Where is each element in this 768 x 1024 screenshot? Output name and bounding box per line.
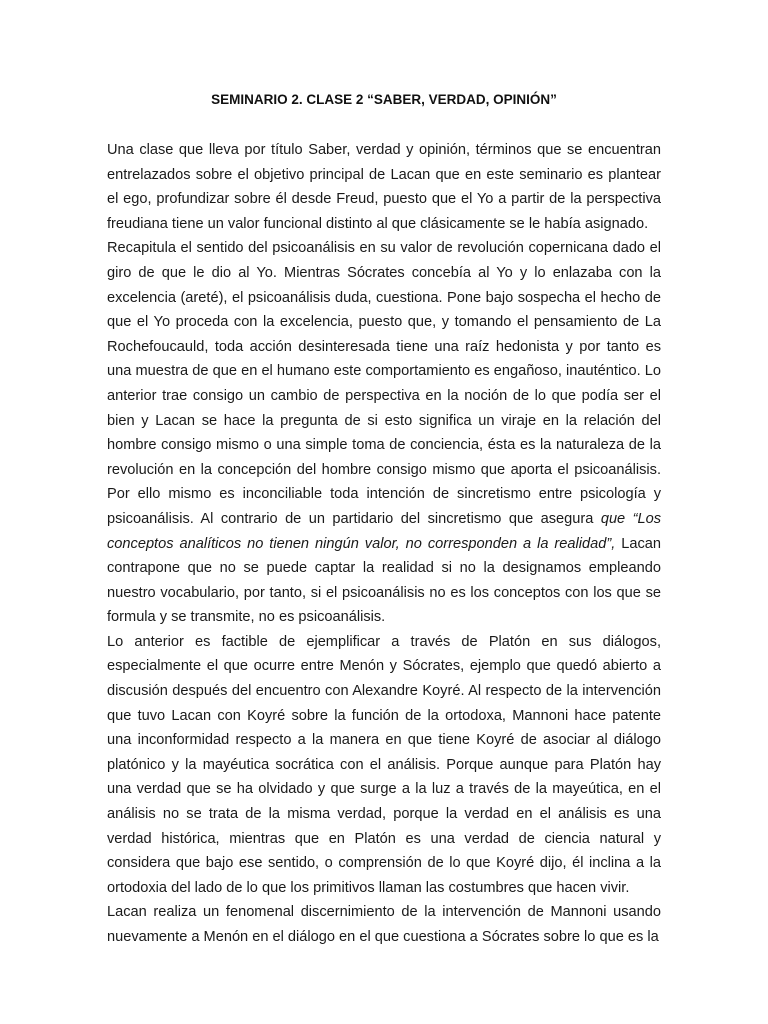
paragraph-1: Una clase que lleva por título Saber, verdad y opinión, términos que se encuentran entrelazados sobre el objetivo principal de Lacan que en este seminario es plantear el ego, profundizar sobre él desde Freud, puesto que el Yo a partir de la perspectiva freudiana tiene un valor funcional distinto al que clásicamente se le había asignado. — [107, 142, 661, 232]
paragraph-3: Lo anterior es factible de ejemplificar a través de Platón en sus diálogos, especialmente el que ocurre entre Menón y Sócrates, ejemplo que quedó abierto a discusión después del encuentro con Alexandre Koyré. Al respecto de la intervención que tuvo Lacan con Koyré sobre la función de la ortodoxa, Mannoni hace patente una inconformidad respecto a la manera en que tiene Koyré de asociar al diálogo platónico y la mayéutica socrática con el análisis. Porque aunque para Platón hay una verdad que se ha olvidado y que surge a la luz a través de la mayeútica, en el análisis no se trata de la misma verdad, porque la verdad en el análisis es una verdad histórica, mientras que en Platón es una verdad de ciencia natural y considera que bajo ese sentido, o comprensión de lo que Koyré dijo, él inclina a la ortodoxia del lado de lo que los primitivos llaman las costumbres que hacen vivir. — [107, 633, 661, 896]
paragraph-2 — [107, 236, 661, 630]
document-title: SEMINARIO 2. CLASE 2 “SABER, VERDAD, OPINIÓN” — [211, 92, 557, 107]
paragraph-4: Lacan realiza un fenomenal discernimiento de la intervención de Mannoni usando nuevamente a Menón en el diálogo en el que cuestiona a Sócrates sobre lo que es la — [107, 904, 661, 945]
document-body — [107, 138, 661, 950]
paragraph-2-quote: que “Los conceptos analíticos no tienen ningún valor, no corresponden a la realidad”, — [107, 510, 662, 552]
paragraph-2-text-before: Recapitula el sentido del psicoanálisis en su valor de revolución copernicana dado el giro de que le dio al Yo. Mientras Sócrates concebía al Yo y lo enlazaba con la excelencia (areté), el psicoanálisis duda, cuestiona. Pone bajo sospecha el hecho de que el Yo proceda con la excelencia, puesto que, y tomando el pensamiento de La Rochefoucauld, toda acción desinteresada tiene una raíz hedonista y por tanto es una muestra de que en el humano este comportamiento es engañoso, inauténtico. Lo anterior trae consigo un cambio de perspectiva en la noción de lo que podía ser el bien y Lacan se hace la pregunta de si esto significa un viraje en la relación del hombre consigo mismo o una simple toma de conciencia, ésta es la naturaleza de la revolución en la concepción del hombre consigo mismo que aporta el psicoanálisis. Por ello mismo es inconciliable toda intención de sincretismo entre psicología y psicoanálisis. Al contrario de un partidario del sincretismo que asegura — [107, 240, 661, 527]
paragraph-2-text-after: Lacan contrapone que no se puede captar la realidad si no la designamos empleando nuestro vocabulario, por tanto, si el psicoanálisis no es los conceptos con los que se formula y se transmite, no es psicoanálisis. — [107, 535, 662, 626]
